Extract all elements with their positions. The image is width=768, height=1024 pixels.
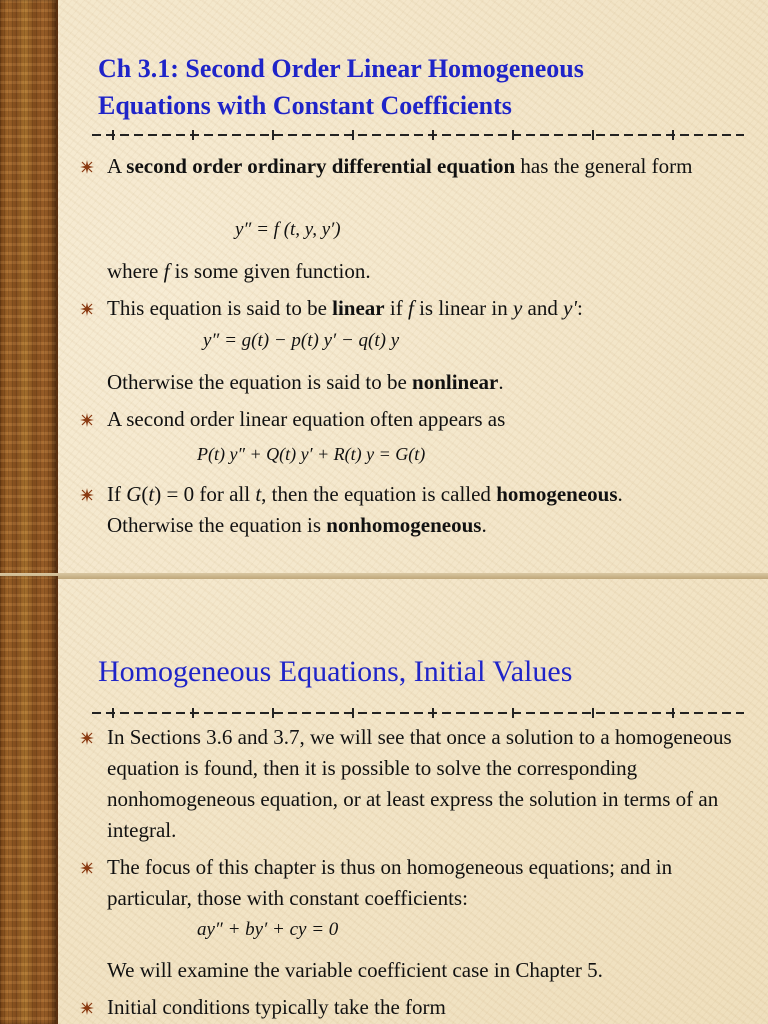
equation-standard-linear: P(t) y″ + Q(t) y′ + R(t) y = G(t) [197, 444, 426, 464]
star-bullet-icon [80, 861, 94, 875]
slide-1-title [98, 50, 738, 124]
dashed-divider [92, 712, 744, 714]
star-bullet-icon [80, 160, 94, 174]
star-bullet-icon [80, 302, 94, 316]
equation-constant-coeff: ay″ + by′ + cy = 0 [197, 919, 339, 940]
slide-2-title: Homogeneous Equations, Initial Values [98, 655, 573, 688]
slide-2: Homogeneous Equations, Initial Values In Sections 3.6 and 3.7, we will see that once a solution to a homogeneous equation is found, then it is possible to solve the corresponding nonhomogeneous equation, or at least express the solution in terms of an integral. The focus of this chapter is thus on homogeneous equations; and in particular, those with constant coefficients: ay″ + by′ + cy = 0 We will examine the variable coefficient case in Chapter 5. Initial conditions typically take the form [0, 576, 768, 1024]
equation-linear-form: y″ = g(t) − p(t) y′ − q(t) y [203, 330, 400, 351]
equation-general-form: y″ = f (t, y, y′) [235, 219, 341, 240]
title-line-1: Ch 3.1: Second Order Linear Homogeneous [98, 54, 584, 83]
dashed-divider [92, 134, 744, 136]
star-bullet-icon [80, 731, 94, 745]
star-bullet-icon [80, 1001, 94, 1015]
text-variable-coefficient: We will examine the variable coefficient case in Chapter 5. [107, 958, 603, 982]
slide-1: Ch 3.1: Second Order Linear Homogeneous Equations with Constant Coefficients A second order ordinary differential equation has the general form y″ = f (t, y, y′) where f is some given function. This equation is said to be linear if f is linear in y and y': y″ = g(t) − p(t) y′ − q(t) y Otherwise the equation is said to be nonlinear. A second order linear equation often appears as P(t) y″ + Q(t) y′ + R(t) y = G(t) If G(t) = 0 for all t, then the equation is called homogeneous. Otherwise the equation is nonhomogeneous. [0, 0, 768, 576]
title-line-2: Equations with Constant Coefficients [98, 91, 512, 120]
text-where-f: where f is some given function. [107, 259, 371, 283]
wood-border-left [0, 576, 56, 1024]
star-bullet-icon [80, 488, 94, 502]
wood-border-left [0, 0, 56, 576]
text-nonlinear: Otherwise the equation is said to be nonlinear. [107, 370, 504, 394]
star-bullet-icon [80, 413, 94, 427]
